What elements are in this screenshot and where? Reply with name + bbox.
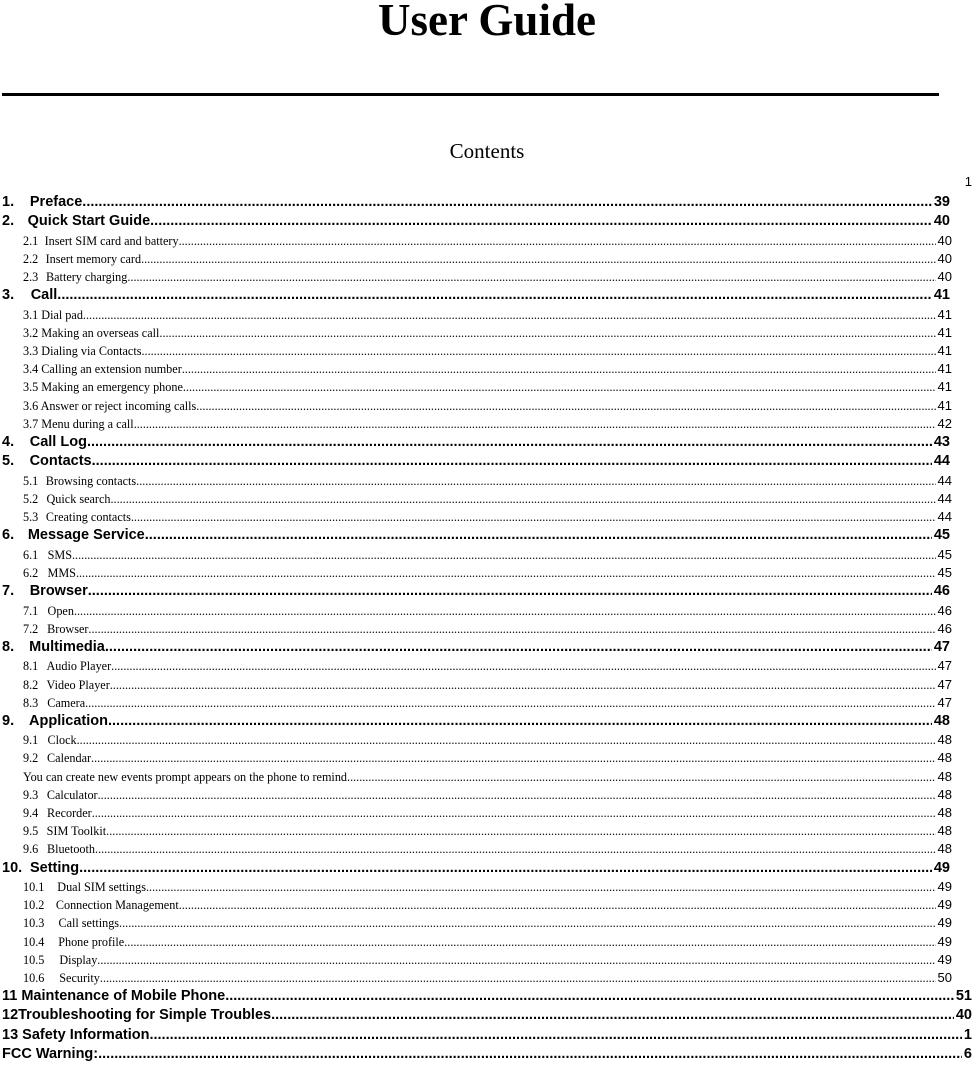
toc-entry-label: 3.4 Calling an extension number: [23, 362, 182, 377]
toc-dot-leader: [183, 378, 936, 396]
toc-entry-page: 48: [937, 805, 952, 821]
title-divider: [2, 93, 939, 96]
toc-entry-number: 2.2: [23, 251, 39, 266]
toc-entry[interactable]: [0, 397, 974, 415]
toc-entry[interactable]: [0, 969, 974, 987]
toc-entry-page: 44: [937, 491, 952, 507]
toc-entry-label: Calculator: [46, 787, 98, 802]
toc-entry[interactable]: [0, 250, 974, 268]
toc-dot-leader: [77, 731, 936, 749]
toc-entry[interactable]: [0, 193, 974, 212]
toc-dot-leader: [179, 232, 936, 250]
toc-entry-number: 9.3: [23, 787, 39, 802]
toc-entry-number: 5.3: [23, 510, 39, 525]
toc-entry-number: 5.1: [23, 473, 39, 488]
toc-dot-leader: [72, 546, 936, 564]
toc-entry-label: Recorder: [47, 806, 92, 821]
toc-entry-number: 1.: [2, 194, 15, 210]
toc-entry-page: 49: [937, 951, 952, 967]
toc-dot-leader: [149, 1026, 961, 1045]
toc-entry-label: You can create new events prompt appears on the phone to remind.: [23, 769, 351, 784]
toc-entry-label: Audio Player: [46, 659, 112, 674]
toc-entry-label: Browser: [47, 621, 89, 636]
toc-entry-number: 10.4: [23, 934, 45, 949]
toc-dot-leader: [110, 490, 935, 508]
toc-dot-leader: [88, 582, 932, 601]
toc-dot-leader: [136, 472, 935, 490]
toc-entry-label: Open: [47, 603, 74, 618]
toc-entry-page: 41: [937, 343, 952, 359]
toc-dot-leader: [85, 694, 935, 712]
toc-entry[interactable]: [0, 564, 974, 582]
toc-entry[interactable]: [0, 840, 974, 858]
toc-entry-label: 3.3 Dialing via Contacts: [23, 344, 142, 359]
toc-entry-label: 11 Maintenance of Mobile Phone: [2, 988, 226, 1005]
toc-entry-number: 3.: [2, 287, 15, 304]
toc-dot-leader: [179, 896, 936, 914]
toc-entry-page: 48: [937, 732, 952, 748]
toc-entry-page: 48: [933, 712, 950, 729]
toc-entry-page: 41: [937, 379, 952, 395]
toc-entry[interactable]: [0, 804, 974, 822]
toc-entry-label: Connection Management: [55, 898, 179, 913]
toc-entry[interactable]: [0, 951, 974, 969]
toc-entry[interactable]: [0, 452, 974, 471]
toc-dot-leader: [74, 602, 936, 620]
toc-entry[interactable]: [0, 268, 974, 286]
toc-entry[interactable]: [0, 324, 974, 342]
toc-entry-number: 5.2: [23, 492, 39, 507]
toc-entry-page: 44: [937, 472, 952, 488]
toc-entry[interactable]: [0, 286, 974, 305]
toc-entry[interactable]: [0, 1045, 974, 1064]
toc-entry-page: 45: [937, 546, 952, 562]
toc-entry-page: 41: [937, 306, 952, 322]
toc-dot-leader: [87, 433, 932, 452]
toc-entry-page: 39: [933, 194, 950, 210]
toc-entry-page: 49: [937, 933, 952, 949]
toc-entry-page: 47: [937, 658, 952, 674]
toc-entry-label: 3.1 Dial pad: [23, 307, 83, 322]
toc-entry-page: 40: [933, 213, 950, 230]
toc-dot-leader: [110, 676, 936, 694]
toc-dot-leader: [100, 969, 936, 987]
toc-dot-leader: [82, 193, 932, 212]
toc-entry-page: 40: [937, 232, 952, 248]
toc-entry-label: Call settings: [58, 916, 120, 931]
toc-entry[interactable]: [0, 786, 974, 804]
toc-dot-leader: [76, 564, 936, 582]
toc-entry[interactable]: [0, 472, 974, 490]
toc-entry-number: 9.2: [23, 751, 39, 766]
toc-entry-label: Quick search: [46, 492, 111, 507]
toc-entry-label: 3.5 Making an emergency phone: [23, 380, 183, 395]
toc-dot-leader: [92, 452, 932, 471]
toc-entry-label: Quick Start Guide: [27, 213, 151, 230]
toc-entry-label: Call: [30, 287, 58, 304]
toc-entry-label: Application: [29, 712, 108, 729]
toc-entry[interactable]: [0, 933, 974, 951]
toc-entry-number: 8.1: [23, 659, 39, 674]
toc-entry-page: 51: [955, 988, 972, 1005]
toc-entry[interactable]: [0, 602, 974, 620]
toc-entry-page: 48: [937, 786, 952, 802]
toc-entry[interactable]: [0, 342, 974, 360]
toc-entry-page: 49: [937, 915, 952, 931]
toc-dot-leader: [350, 768, 935, 786]
toc-dot-leader: [124, 933, 935, 951]
toc-dot-leader: [271, 1006, 954, 1025]
document-title: User Guide: [378, 0, 596, 45]
toc-dot-leader: [95, 840, 936, 858]
toc-entry[interactable]: [0, 749, 974, 767]
toc-entry[interactable]: [0, 638, 974, 657]
toc-entry[interactable]: [0, 490, 974, 508]
toc-entry-label: Multimedia: [29, 638, 105, 655]
toc-entry[interactable]: [0, 378, 974, 396]
toc-entry-page: 48: [937, 823, 952, 839]
toc-entry-page: 49: [937, 878, 952, 894]
toc-dot-leader: [98, 1045, 962, 1064]
toc-entry[interactable]: [0, 987, 974, 1006]
toc-entry-label: 3.6 Answer or reject incoming calls: [23, 398, 197, 413]
toc-entry-number: 2.: [2, 213, 15, 230]
toc-entry-number: 10.1: [23, 879, 45, 894]
toc-entry-number: 10.6: [23, 970, 45, 985]
toc-entry-page: 40: [937, 250, 952, 266]
toc-entry-number: 9.6: [23, 842, 39, 857]
toc-entry-number: 9.1: [23, 733, 39, 748]
toc-entry-number: 7.: [2, 583, 15, 600]
contents-heading: Contents: [449, 139, 525, 163]
toc-entry-page: 44: [937, 509, 952, 525]
toc-entry-label: Clock: [47, 733, 77, 748]
toc-entry-page: 49: [933, 859, 950, 876]
toc-entry-page: 47: [937, 676, 952, 692]
toc-entry-label: Security: [59, 970, 100, 985]
toc-dot-leader: [131, 508, 936, 526]
toc-entry-number: 7.1: [23, 603, 39, 618]
toc-entry-label: 13 Safety Information: [2, 1026, 150, 1043]
toc-entry[interactable]: [0, 582, 974, 601]
toc-entry[interactable]: [0, 232, 974, 250]
toc-dot-leader: [105, 638, 932, 657]
toc-entry-label: Display: [59, 952, 98, 967]
toc-entry-label: SIM Toolkit: [46, 824, 107, 839]
toc-entry-page: 45: [933, 527, 950, 544]
toc-dot-leader: [98, 786, 936, 804]
toc-dot-leader: [108, 712, 932, 731]
toc-entry-page: 40: [937, 269, 952, 285]
table-of-contents: [0, 193, 974, 1065]
toc-entry-label: Contacts: [29, 453, 92, 470]
toc-entry-label: Setting: [29, 859, 80, 876]
toc-dot-leader: [146, 878, 936, 896]
toc-entry[interactable]: [0, 676, 974, 694]
toc-dot-leader: [88, 620, 935, 638]
toc-entry-page: 48: [937, 768, 952, 784]
toc-dot-leader: [141, 250, 935, 268]
page-number: 1: [964, 174, 972, 189]
toc-entry-label: 12Troubleshooting for Simple Troubles: [2, 1007, 272, 1024]
toc-entry[interactable]: [0, 914, 974, 932]
toc-entry[interactable]: [0, 620, 974, 638]
toc-entry-number: 5.: [2, 453, 15, 470]
toc-entry-label: Calendar: [47, 751, 92, 766]
toc-entry[interactable]: [0, 1026, 974, 1045]
toc-entry-page: 48: [937, 750, 952, 766]
toc-dot-leader: [145, 526, 932, 545]
toc-entry-label: Camera: [47, 695, 86, 710]
toc-entry-label: Insert memory card: [45, 251, 142, 266]
toc-entry-number: 9.: [2, 712, 15, 729]
toc-entry-label: FCC Warning:: [2, 1046, 99, 1063]
toc-entry-label: Preface: [29, 194, 83, 210]
toc-entry-label: Phone profile: [58, 934, 125, 949]
toc-entry-label: Call Log: [29, 434, 87, 451]
toc-entry-label: Insert SIM card and battery: [44, 233, 179, 248]
toc-entry[interactable]: [0, 768, 974, 786]
toc-dot-leader: [119, 914, 935, 932]
toc-entry-page: 46: [937, 602, 952, 618]
toc-entry-number: 7.2: [23, 621, 39, 636]
toc-entry[interactable]: [0, 1006, 974, 1025]
toc-dot-leader: [225, 987, 954, 1006]
toc-entry-number: 2.3: [23, 270, 39, 285]
toc-entry[interactable]: [0, 526, 974, 545]
toc-entry[interactable]: [0, 546, 974, 564]
toc-dot-leader: [150, 212, 932, 231]
toc-dot-leader: [127, 268, 935, 286]
toc-entry-number: 8.: [2, 638, 15, 655]
toc-entry[interactable]: [0, 415, 974, 433]
toc-entry-label: Dual SIM settings: [57, 879, 146, 894]
toc-dot-leader: [141, 342, 935, 360]
toc-dot-leader: [79, 859, 932, 878]
toc-entry-number: 4.: [2, 434, 15, 451]
toc-entry-label: MMS: [47, 565, 76, 580]
toc-entry-number: 10.5: [23, 952, 45, 967]
toc-entry-number: 6.2: [23, 565, 39, 580]
toc-entry-page: 41: [937, 397, 952, 413]
toc-entry-number: 10.3: [23, 916, 45, 931]
toc-entry-number: 6.1: [23, 547, 39, 562]
toc-entry-label: Video Player: [46, 677, 110, 692]
toc-dot-leader: [162, 324, 935, 342]
toc-entry-page: 48: [937, 841, 952, 857]
toc-entry-page: 47: [937, 694, 952, 710]
toc-entry-page: 1: [963, 1026, 972, 1043]
toc-entry-page: 44: [933, 453, 950, 470]
toc-entry[interactable]: [0, 657, 974, 675]
toc-entry-number: 8.3: [23, 695, 39, 710]
toc-entry-page: 43: [933, 434, 950, 451]
toc-dot-leader: [57, 286, 932, 305]
toc-entry-number: 6.: [2, 527, 15, 544]
toc-entry-label: Battery charging: [46, 270, 128, 285]
toc-entry-page: 41: [937, 324, 952, 340]
toc-entry[interactable]: [0, 859, 974, 878]
toc-entry-number: 2.1: [23, 233, 39, 248]
toc-entry-number: 10.2: [23, 898, 45, 913]
toc-entry[interactable]: [0, 433, 974, 452]
toc-dot-leader: [97, 951, 935, 969]
toc-entry-label: Message Service: [27, 527, 145, 544]
toc-entry-label: Browsing contacts: [45, 473, 137, 488]
toc-entry-number: 9.4: [23, 806, 39, 821]
toc-entry-page: 41: [937, 361, 952, 377]
toc-entry-label: 3.7 Menu during a call: [23, 416, 134, 431]
toc-entry-number: 9.5: [23, 824, 39, 839]
toc-entry[interactable]: [0, 694, 974, 712]
toc-dot-leader: [91, 749, 935, 767]
toc-entry-page: 42: [937, 415, 952, 431]
toc-entry[interactable]: [0, 508, 974, 526]
toc-entry[interactable]: [0, 306, 974, 324]
toc-entry-page: 40: [955, 1007, 972, 1024]
toc-entry-label: SMS: [47, 547, 72, 562]
toc-entry-label: Browser: [29, 583, 88, 600]
toc-entry-page: 46: [937, 620, 952, 636]
toc-dot-leader: [134, 415, 936, 433]
toc-entry-label: 3.2 Making an overseas call.: [23, 325, 163, 340]
toc-entry-label: Bluetooth: [46, 842, 96, 857]
toc-entry-label: Creating contacts: [45, 510, 131, 525]
toc-entry[interactable]: [0, 731, 974, 749]
toc-dot-leader: [182, 360, 936, 378]
toc-entry-number: 8.2: [23, 677, 39, 692]
toc-dot-leader: [83, 306, 936, 324]
toc-entry[interactable]: [0, 212, 974, 231]
toc-dot-leader: [92, 804, 936, 822]
toc-entry-page: 45: [937, 564, 952, 580]
toc-dot-leader: [196, 397, 935, 415]
toc-entry-number: 10.: [2, 859, 23, 876]
toc-entry-page: 47: [933, 638, 950, 655]
toc-entry-page: 49: [937, 897, 952, 913]
toc-entry[interactable]: [0, 896, 974, 914]
toc-entry[interactable]: [0, 360, 974, 378]
toc-entry-page: 46: [933, 583, 950, 600]
toc-entry[interactable]: [0, 822, 974, 840]
toc-entry-page: 6: [963, 1046, 972, 1063]
toc-entry[interactable]: [0, 712, 974, 731]
toc-entry-page: 50: [937, 969, 952, 985]
toc-dot-leader: [106, 822, 935, 840]
toc-entry[interactable]: [0, 878, 974, 896]
toc-entry-page: 41: [933, 287, 950, 304]
toc-dot-leader: [111, 657, 935, 675]
